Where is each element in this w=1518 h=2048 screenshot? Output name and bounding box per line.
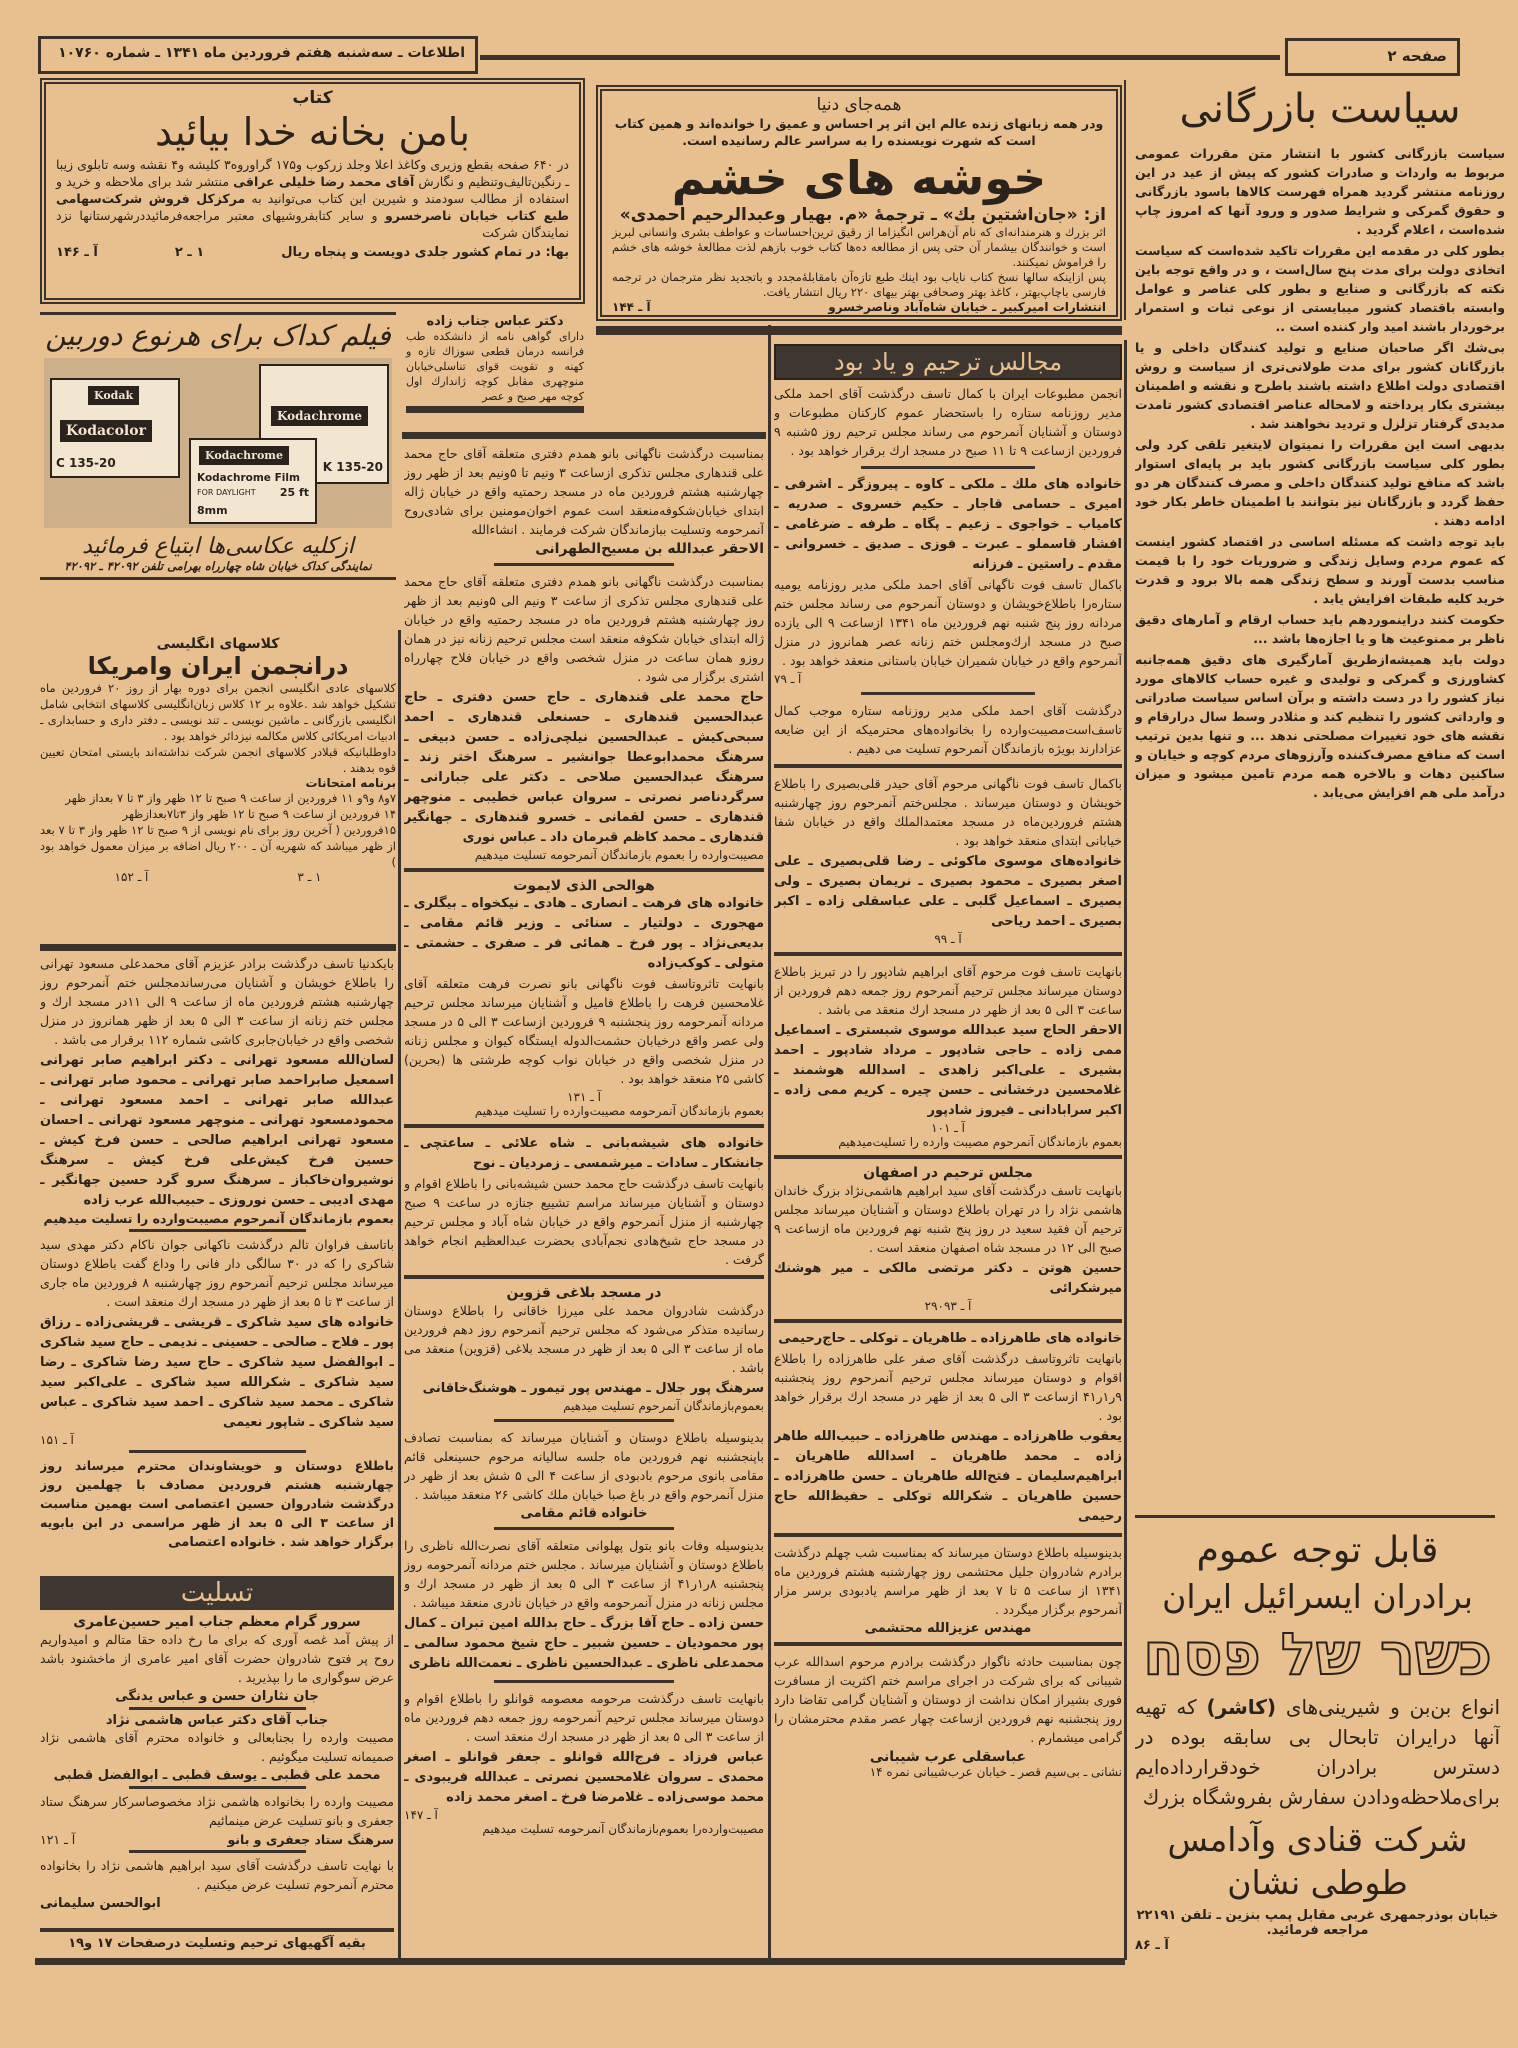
obituary-text: چون بمناسبت حادثه ناگوار درگذشت برادرم مرحوم اسدالله عرب شیبانی که برای شرکت در اجرای مراسم ختم اکثریت از مسافرت فوری بشیراز امکان نداشت از دوستان و آشنایان گرامی تقاضا دارد روز پنجشنبه نهم فروردین ازساعت چهار عصر مقدم محترمشان را گرامی میشمارم . [774,1654,1122,1745]
grapes-ad-body2: پس ازاینکه سالها نسخ کتاب نایاب بود اینك طبع تازه‌آن بامقابلهٔ‌مجدد و باتجدید نظر مترجمان در ترجمه فارسی باچاپ‌بهتر ، کاغذ بهتر وصحافی بهتر بیهای ۲۲۰ ریال انتشار یافت. [612,270,1106,299]
continued-note-box [40,1928,394,1958]
obituary-text: بانهایت تاثروتاسف درگذشت آقای صفر علی طاهرزاده را باطلاع اقوام و دوستان میرساند مجلس ترحیم آنمرحوم روز پنجشنبه ۹ر۱ر۴۱ ازساعت ۳ الی ۵ بعد از ظهر در مسجد ارك برقرار خواهد بود . [774,1351,1122,1423]
obituary-text: بانهایت تاسف درگذشت حاج محمد حسن شیشه‌بانی را باطلاع اقوام و دوستان و آشنایان میرساند مراسم تشییع جنازه در ساعت ۹ صبح چهارشنبه از منزل آنمرحوم واقع در خیابان شاه آباد و مجلس ترحیم در مسجد حاج شیخ‌هادی نجم‌آبادی بحضرت عبدالعظیم انجام خواهد گرفت . [404,1176,764,1267]
kosher-ad-kashr: (کاشر) [1206,1695,1277,1719]
continued-note: بقیه آگهیهای ترحیم وتسلیت درصفحات ۱۷ و۱۹ [68,1936,366,1951]
editorial-paragraph: بدیهی است این مقررات را نمیتوان لایتغیر تلقی کرد ولی بطور کلی سیاست بازرگانی کشور باید بر پایه‌ای استوار باشد که منافع تولید کنندگان داخلی و مصرف کنندگان هر دو حفظ گردد و بازرگانان نیز بتوانند با اطمینان خاطر بکار خود ادامه دهند . [1135,437,1505,528]
obituary-text: بانهایت تاسف درگذشت مرحومه معصومه قوانلو را باطلاع اقوام و دوستان میرساند مجلس ترحیم آنمرحومه روز جمعه دهم فروردین ماه از ساعت ۳ الی ۵ بعد از ظهر در مسجد ارك منعقد است . [404,1691,764,1744]
obituary-text: بدینوسیله باطلاع دوستان میرساند که بمناسبت شب چهلم درگذشت برادرم شادروان جلیل محتشمی روز چهارشنبه هشتم فروردین ماه ۱۳۴۱ از ساعت ۵ تا ۷ بعد از ظهر مراسم یادبودی برسر مزار آنمرحوم برگزار میگردد . [774,1545,1122,1617]
film-gauge: 8mm [197,504,228,517]
kosher-ad-subtitle: برادران ایسرائیل ایران [1162,1577,1473,1616]
obituary-code: آ ـ ۹۹ [934,932,962,946]
kosher-ad-company: شرکت قنادی وآدامس [1167,1820,1468,1859]
doctor-ad-body: دارای گواهی نامه از دانشکده طب فرانسه درمان قطعی سوزاك تازه و کهنه و تقویت قوای تناسلی‌خیابان منوچهری مقابل کوچه ژاندارك اول کوچه مهر صبح و عصر [406,330,584,403]
obituary-names: خانواده‌های موسوی ماکوئی ـ رضا قلی‌بصیری ـ علی اصغر بصیری ـ محمود بصیری ـ نریمان بصیری ـ ولی بصیری ـ اسماعیل گلبی ـ علی عباسقلی زاده ـ اکبر بصیری ـ احمد ریاحی [774,854,1122,929]
book-ad-title: بامن بخانه خدا بیائید [155,110,470,154]
footer-rule [35,1958,1125,1965]
english-ad-body: کلاسهای عادی انگلیسی انجمن برای دوره بهار از روز ۲۰ فروردین ماه تشکیل خواهد شد .علاوه بر ۱۲ کلاس زبان‌انگلیسی کلاسهای انتخابی شامل انگلیسی بازرگانی ـ ماشین نویسی ـ تند نویسی ـ دفتر داری و حسابداری ـ ادبیات امریکائی کلاس مکالمه نیزدائر خواهد بود . [40,681,396,743]
kodak-ad-cta: ازکلیه عکاسی‌ها ابتیاع فرمائید [82,534,354,559]
obituary-address: نشانی ـ بی‌سیم قصر ـ خیابان عرب‌شیبانی نمره ۱۴ [869,1765,1122,1779]
kodachrome-label: Kodachrome [199,446,289,465]
editorial-paragraph: باید توجه داشت که مسئله اساسی در اقتصاد کشور اینست که عموم مردم وسایل زندگی و ضروریات خود را با قیمت مناسب بدست آورند و سطح زندگی همه بالا برود و قدرت خرید کلیه طبقات افزایش یابد . [1135,534,1505,606]
doctor-ad [402,312,588,440]
section-rule [402,432,766,439]
kodachrome-film-box [189,438,317,524]
kosher-ad-body2: که تهیه آنها درایران تابحال بی سابقه بوده در دسترس برادران خودقرارداده‌ایم برای‌ملاحظه‌ودادن سفارش بفروشگاه بزرك [1135,1695,1500,1809]
page-number-box [1285,38,1460,76]
section-rule [40,944,396,951]
condolence-signature: محمد علی قطبی ـ یوسف قطبی ـ ابوالفضل قطبی [53,1768,381,1783]
grapes-ad-byline: از: «جان‌اشتین بك» ـ ترجمهٔ «م. بهیار وعبدالرحیم احمدی» [619,205,1106,225]
obituary-text: بمناسبت درگذشت ناگهانی بانو همدم دفتری متعلقه آقای حاج محمد علی قندهاری مجلس تذکری از ساعت ۳ ونیم الی ۵ونیم بعد از ظهر روز چهارشنبه هشتم فروردین ماه در مسجد رحمتیه واقع در خیابان ژاله ابتدای خیابان شکوفه منعقد است مجلس ترحیم زنانه نیز در همان روزو همان ساعت در منزل شخصی واقع در خیابان فلاح چهارراه اشتری برگزار می شود . [404,574,764,684]
obituary-code: آ ـ ۲۹۰۹۳ [924,1299,972,1313]
film-length: 25 ft [279,486,309,499]
obituary-text: بایکدنیا تاسف درگذشت برادر عزیزم آقای محمدعلی مسعود تهرانی را باطلاع خویشان و آشنایان می‌رساندمجلس ختم آنمرحوم روز چهارشنبه هشتم فروردین ماه از ساعت ۹ الی ۱۱در مسجد ارك و مجلس ختم زنانه از ساعت ۳ الی ۵ بعد از ظهر همانروز در منزل شخصی واقع در خیابان‌جابری کاشی شماره ۱۱۲ برقرار می باشد . [40,956,394,1047]
masthead-date: اطلاعات ـ سه‌شنبه هفتم فروردین ماه ۱۳۴۱ ـ شماره ۱۰۷۶۰ [58,45,465,61]
obituary-footer: بعموم بازماندگان آنمرحوم مصیبت‌وارده را تسلیت میدهیم [43,1211,394,1226]
kodak-ad-headline: فیلم کداک برای هرنوع دوربین [45,319,391,352]
english-ad-series: ۱ ـ ۳ [297,870,322,884]
editorial-paragraph: سیاست بازرگانی کشور با انتشار متن مقررات عمومی مربوط به واردات و صادرات کشور که پیش از عید در این روزنامه منتشر گردید همراه فهرست کالاها باسود بازرگانی و حقوق گمرکی و شرایط صدور و ورود آنها که امروز چاپ شده‌است ، اعلام گردید . [1135,146,1505,237]
obituary-names: خانواده های شیشه‌بانی ـ شاه علائی ـ ساعتچی ـ جانشکار ـ سادات ـ میرشمسی ـ زمردیان ـ نوح [404,1136,764,1171]
obituary-names: عباس فرزاد ـ فرج‌الله قوانلو ـ جعفر قوانلو ـ اصغر محمدی ـ سروان غلامحسین نصرتی ـ عبدالله فریبودی ـ محمد موسی‌زاده ـ غلامرضا فرخ ـ اصغر محمد زاده [404,1750,764,1805]
obituary-heading: خانواده قائم مقامی [520,1506,648,1521]
obituary-text: بانهایت تاسف فوت مرحوم آقای ابراهیم شادپور را در تبریز باطلاع دوستان میرساند مجلس ترحیم آنمرحوم روز جمعه دهم فروردین از ساعت ۳ الی ۵ بعد از ظهر در مسجد ارك منعقد می باشد . [774,964,1122,1017]
obituary-text: بانهایت تاثروتاسف فوت ناگهانی بانو نصرت فرهت متعلقه آقای غلامحسین فرهت را باطلاع فامیل و آشنایان میرساند مجلس ترحیم مردانه آنمرحومه روز پنجشنبه ۹ فروردین ازساعت ۳ الی ۵ در مسجد ولی عصر واقع درخیابان حشمت‌الدوله ایستگاه کیوان و مجلس زنانه در منزل شخصی واقع در خیابان نواب کوچه طرشتی ها (بحرین) کاشی ۲۵ منعقد خواهد بود . [404,976,764,1086]
schedule-item: ۷و۸ و۹و ۱۱ فروردین از ساعت ۹ صبح تا ۱۲ ظهر واز ۳ تا ۷ بعداز ظهر [65,791,396,805]
obituary-text: بانهایت تاسف درگذشت آقای سید ابراهیم هاشمی‌نژاد بزرگ خاندان هاشمی نژاد را در تهران باطلاع دوستان و آشنایان میرساند مجلس ترحیم آن فقید سعید در روز پنج شنبه نهم فروردین ماه ازساعت ۹ صبح الی ۱۲ در مسجد شاه اصفهان منعقد است . [774,1183,1122,1255]
obituary-footer: بعموم بازماندگان آنمرحومه مصیبت‌وارده را تسلیت میدهیم [474,1104,764,1118]
condolence-header: تسلیت [40,1576,394,1610]
book-ad [40,78,585,304]
condolence-signature: سرهنگ ستاد جعفری و بانو [227,1832,394,1847]
obituary-names: الاحقر الحاج سید عبدالله موسوی شبستری ـ اسماعیل ممی زاده ـ حاجی شادپور ـ مرداد شادپور ـ احمد بشیری ـ علی‌اکبر زاهدی ـ اسدالله هوشمند ـ غلامحسین درخشانی ـ حسن چیره ـ کریم ممی زاده ـ اکبر سرابادانی ـ فیروز شادپور [774,1023,1122,1118]
kodak-ad-agent: نمایندگی کداک خیابان شاه چهارراه بهرامی تلفن ۴۲۰۹۲ ـ ۴۲۰۹۲ [64,559,372,573]
obituary-footer: بعموم بازماندگان آنمرحوم مصیبت وارده را تسلیت‌میدهیم [838,1135,1122,1149]
obituary-names: یعقوب طاهرزاده ـ مهندس طاهرزاده ـ حبیب‌الله طاهر زاده ـ محمد طاهریان ـ اسدالله طاهریان ـ ابراهیم‌سلیمان ـ فتح‌الله طاهریان ـ حسن طاهرزاده ـ حسین طاهریان ـ شکرالله توکلی ـ حفیظ‌الله حاج رحیمی [774,1429,1122,1524]
condolence-text: مصیبت وارده را بخانواده هاشمی نژاد مخصوصاسرکار سرهنگ ستاد جعفری و بانو تسلیت عرض مینمائیم [40,1794,394,1828]
obituary-names: خانواده اعتصامی [168,1535,277,1550]
grapes-ad-kicker: همه‌جای دنیا [816,95,902,115]
section-rule [596,326,1122,335]
obituary-names: حسن زاده ـ حاج آقا بزرگ ـ حاج بدالله امین تبران ـ کمال پور محمودیان ـ حسین شبیر ـ حاج شیخ محمود سالمی ـ محمدعلی ناظری ـ عبدالحسین ناظری ـ نعمت‌الله ناظری [404,1616,764,1671]
obituary-code: آ ـ ۱۳۱ [567,1090,601,1104]
book-ad-code: آ ـ ۱۴۶ [56,245,98,260]
obituary-text: باطلاع دوستان و خویشاوندان محترم میرساند روز چهارشنبه هشتم فروردین مصادف با چهلمین روز درگذشت شادروان حسین اعتصامی است بهمین مناسبت از ساعت ۳ الی ۵ بعد از ظهر مراسمی در ابن بابویه برگزار خواهد شد . [40,1458,394,1549]
obituary-names: مهندس عزیزالله محتشمی [864,1621,1032,1636]
kosher-ad-body: انواع بن‌بن و شیرینی‌های [1285,1695,1500,1719]
obituary-text: درگذشت شادروان محمد علی میرزا خاقانی را باطلاع دوستان رسانیده متذکر می‌شود که مجلس ترحیم آنمرحوم روز دهم فروردین ماه از ساعت ۳ الی ۵ بعد از ظهر در مسجد بلاغی (قزوین) منعقد می باشد . [404,1303,764,1375]
grapes-ad-code: آ ـ ۱۴۴ [612,300,651,314]
obituary-signature: الاحقر عبدالله بن مسیح‌الطهرانی [535,541,764,557]
book-ad-body2: منتشر شد برای ملاحظه و خرید و استفاده از مطالب سودمند و شیرین این کتاب می‌توانید به [56,174,569,206]
editorial-paragraph: حکومت کنند دراینموردهم باید حساب ارقام و آمارهای دقیق ناظر بر ممنوعیت ها و یا اجازه‌ها باشد ... [1135,612,1505,646]
condolence-text: از پیش آمد غصه آوری که برای ما رخ داده حقا متالم و امیدواریم روح پر فتوح شادروان حضرت آقای امیر عامری از ماخشنود باشد عرض سوگواری ما را بپذیرید . [40,1632,394,1685]
obituary-text: بدینوسیله وفات بانو بتول پهلوانی متعلقه آقای نصرت‌الله ناظری را باطلاع دوستان و آشنایان میرساند . مجلس ختم مردانه آنمرحومه روز پنجشنبه ۸ر۱ر۴۱ از ساعت ۳ الی ۵ بعد از ظهر در مسجد ارك و مجلس زنانه در منزل آنمرحومه واقع در خیابان نادری منعقد میباشد . [404,1538,764,1610]
daylight-label: FOR DAYLIGHT [197,488,256,497]
column-rule [1124,80,1126,320]
obituary-names: خانواده های طاهرزاده ـ طاهریان ـ توکلی ـ حاج‌رحیمی [778,1331,1122,1346]
kodacolor-box [50,378,180,478]
kodak-boxes-image [44,358,392,528]
column-2-notices [774,340,1122,1954]
memorial-section-header: مجالس ترحیم و یاد بود [774,344,1122,380]
condolence-section [40,1572,394,1928]
obituary-heading: هوالحی الذی لایموت [513,878,655,894]
doctor-name: دکتر عباس جناب زاده [426,314,564,329]
obituary-names: سرهنگ پور جلال ـ مهندس پور تیمور ـ هوشنگ‌خاقانی [422,1381,764,1396]
book-ad-price: بها: در تمام کشور جلدی دویست و پنجاه ریال [281,245,569,260]
column-rule [398,630,401,1960]
condolence-text: با نهایت تاسف درگذشت آقای سید ابراهیم هاشمی نژاد را بخانواده محترم آنمرحوم تسلیت عرض میکنیم . [40,1858,394,1892]
english-classes-ad [40,636,396,948]
section-rule [1135,1515,1495,1518]
condolence-code: آ ـ ۱۲۱ [40,1832,76,1847]
kodachrome-film-label: Kodachrome Film [197,472,300,484]
english-ad-code: آ ـ ۱۵۲ [114,870,149,884]
kosher-ad-code: آ ـ ۸۶ [1135,1938,1169,1950]
book-ad-body: در ۶۴۰ صفحه بقطع وزیری وکاغذ اعلا وجلد زرکوب و۱۷۵ گراوروه۳ کلیشه و۴ نقشه وسه تابلوی زیبا ـ رنگین‌تالیف‌وتنظیم و نگارش [56,157,569,189]
obituary-footer: بعموم‌بازماندگان آنمرحوم تسلیت میدهیم [563,1399,764,1413]
obituary-text: درگذشت آقای احمد ملکی مدیر روزنامه ستاره موجب کمال تاسف‌است‌مصیبت‌وارده را بخانواده‌های محترمیکه از این ضایعه عزادارند بویژه بازماندگان آنمرحوم تسلیت می دهیم . [774,703,1122,756]
kosher-ad-brand: طوطی نشان [1227,1863,1408,1902]
column-3-notices [404,444,764,1954]
obituary-names: خانواده های فرهت ـ انصاری ـ هادی ـ نیکخواه ـ بیگلری ـ مهجوری ـ دولتیار ـ سنائی ـ وزیر قائم مقامی ـ بدیعی‌نژاد ـ پور فرخ ـ همائی فر ـ صفری ـ حشمتی ـ متولی ـ کوکب‌زاده [404,896,764,971]
obituary-names: خانواده های سید شاکری ـ قریشی ـ قریشی‌زاده ـ رزاق پور ـ فلاح ـ صالحی ـ حسینی ـ ندیمی ـ حاج سید شاکری ـ ابوالفضل سید شاکری ـ حاج سید رضا شاکری ـ رضا سید شاکری ـ شکرالله سید شاکری ـ علی‌اکبر سید شاکری ـ محمد سید شاکری ـ احمد سید شاکری ـ عباس سید شاکری ـ شاپور نعیمی [40,1315,394,1430]
obituary-names: حاج محمد علی قندهاری ـ حاج حسن دفتری ـ حاج عبدالحسین قندهاری ـ حسنعلی قندهاری ـ احمد سبحی‌کیش ـ عبدالحسین نیلچی‌زاده ـ حسن دبیغی ـ سرهنگ محمدابوعطا جوانشیر ـ سرهنگ اختر زند ـ سرهنگ عبدالحسین صلاحی ـ دکتر علی جبارانی ـ سرگردناصر نصرتی ـ سروان عباس خطیبی ـ منوچهر قندهاری ـ حسن لقمانی ـ خسرو قندهاری ـ جهانگیر قندهاری ـ محمد کاظم قبرمان داد ـ عباس نوری [404,690,764,845]
condolence-recipient: سرور گرام معظم جناب امیر حسین‌عامری [73,1614,361,1630]
column-4-notices [40,954,394,1570]
obituary-code: آ ـ ۱۵۱ [40,1433,74,1447]
grapes-ad-title: خوشه های خشم [671,151,1047,205]
obituary-code: آ ـ ۷۹ [774,672,802,686]
obituary-heading: در مسجد بلاغی قزوین [506,1285,662,1301]
grapes-ad-intro: ودر همه زبانهای زنده عالم این اثر پر احساس و عمیق را خوانده‌اند و همین کتاب است که شهرت نویسنده را به سراسر عالم رسانیده است. [614,116,1104,148]
obituary-footer: مصیبت‌وارده را بعموم بازماندگان آنمرحومه تسلیت میدهیم [474,848,764,862]
obituary-text: باکمال تاسف فوت ناگهانی آقای احمد ملکی مدیر روزنامه یومیه ستاره‌را باطلاع‌خویشان و دوستان آنمرحوم می رساند مجلس ختم مردانه روز پنج شنبه نهم فروردین ماه ۱۳۴۱ ازساعت ۹ الی یازده صبح در مسجد ارك‌ومجلس ختم زنانه عصر همانروز در منزل آنمرحوم واقع در خیابان شمیران خیابان باستانی منعقد خواهد بود . [774,577,1122,668]
schedule-item: ۱۴ فروردین از ساعت ۹ صبح تا ۱۲ ظهر واز ۳تا۷بعدازظهر [122,807,396,821]
masthead-rule [480,55,1280,60]
editorial-paragraph: بطور کلی در مقدمه این مقررات تاکید شده‌است که سیاست اتخاذی دولت برای مدت پنج سال‌است ، و در واقع توجه باین نکته که بازرگانی و صنایع و بطور کلی عناصر و عوامل وابسته باقتصاد کشور میبایستی از نوعی ثبات و استمرار برخوردار باشند امید وار کننده است .. [1135,243,1505,334]
editorial-title: سیاست بازرگانی [1179,86,1461,132]
obituary-heading: مجلس ترحیم در اصفهان [863,1165,1033,1181]
condolence-text: مصیبت وارده را بجنابعالی و خانواده محترم آقای هاشمی نژاد صمیمانه تسلیت میگوئیم . [40,1730,394,1764]
schedule-item: ۱۵فروردین ( آخرین روز برای نام نویسی از ۹ صبح تا ۱۲ ظهر واز ۳ تا ۷ بعد از ظهر میباشد که شهریه آن ـ ۲۰۰ ریال اضافه بر میزان معمول خواهد بود ) [40,823,396,869]
obituary-code: آ ـ ۱۰۱ [931,1121,965,1135]
page-number: صفحه ۲ [1387,47,1447,65]
book-ad-kicker: کتاب [292,88,333,108]
condolence-recipient: جناب آقای دکتر عباس هاشمی نژاد [105,1713,329,1728]
obituary-footer: مصیبت‌وارده‌را بعموم‌بازماندگان آنمرحومه تسلیت میدهیم [482,1822,764,1836]
kosher-sweets-ad [1135,1530,1500,1950]
obituary-names: حسین هوتن ـ دکتر مرتضی مالکی ـ میر هوشنك میرشکرائی [774,1261,1122,1296]
column-rule [1124,340,1127,1960]
kodak-logo: Kodak [88,386,139,405]
book-ad-seller: مرکزکل فروش شرکت‌سهامی طبع کتاب خیابان ناصرخسرو [56,191,569,223]
kodachrome-code: K 135-20 [322,460,383,474]
book-ad-series: ۱ ـ ۲ [174,245,205,260]
kosher-ad-address: خیابان بوذرجمهری غربی مقابل پمپ بنزین ـ تلفن ۲۲۱۹۱ مراجعه فرمائید. [1136,1908,1499,1938]
obituary-text: باکمال تاسف فوت ناگهانی مرحوم آقای حیدر قلی‌بصیری را باطلاع خویشان و دوستان میرساند . مجلس‌ختم آنمرحوم روز چهارشنبه هشتم فروردین‌ماه در مسجد معتمدالملك واقع در خیابان شفا خیابانی ابتدای منعقد خواهد بود . [774,776,1122,848]
obituary-signature: عباسقلی عرب شیبانی [869,1749,1027,1765]
grapes-of-wrath-ad [596,85,1122,321]
kodachrome-label: Kodachrome [271,406,368,426]
masthead-date-box [38,36,478,74]
obituary-text: باتاسف فراوان تالم درگذشت ناکهانی جوان ناکام دکتر مهدی سید شاکری را که در ۳۰ سالگی دار فانی را وداع گفت باطلاع دوستان میرساند مجلس ترحیم آنمرحوم روز چهارشنبه ۸ فروردین ماه جاری از ساعت ۳ تا ۵ بعد از ظهر در مسجد ارك منعقد است . [40,1237,394,1309]
english-ad-kicker: کلاسهای انگلیسی [156,636,280,652]
kosher-ad-title: قابل توجه عموم [1196,1530,1439,1571]
editorial-paragraph: دولت باید همیشه‌ازطریق آمارگیری های دقیق همه‌جانبه کشاورزی و گمرکی و تولیدی و غیره حساب کالاهای مورد نیاز کشور را در دست داشته و برآن اساس سیاست صادراتی و وارداتی کشور را تنظیم کند و مثلادر وسط سال درارقام و نقشه های خود تغییرات مصلحتی ندهد ... و تنها بدین ترتیب است که منافع مصرف‌کننده وآرزوهای مردم کوچه و خیابان و ساکنین دهات و بالاخره همه مردم تامین میشود و میزان درآمد ملی هم افزایش می‌یابد . [1135,652,1505,800]
editorial-article [1135,80,1505,1370]
editorial-paragraph: بی‌شك اگر صاحبان صنایع و تولید کنندگان داخلی و یا بازرگانان کشور برای مدت طولانی‌تری از سیاست و روش اقتصادی دولت اطلاع داشته باشند باطرح و نقشه و اطمینان بیشتری بکار پرداخته و لامحاله عناصر اقتصادی کشور تامدت مدیدی گرفتار تزلزل و تردید نخواهند شد . [1135,340,1505,431]
obituary-names: خانواده های ملك ـ ملکی ـ کاوه ـ پیروزگر ـ اشرفی ـ امیری ـ حسامی قاجار ـ حکیم خسروی ـ صدریه ـ کامیاب ـ خواجوی ـ زعیم ـ پگاه ـ طرفه ـ ضرغامی ـ افشار قاسملو ـ عبرت ـ فوزی ـ صدیق ـ خسروانی ـ مقدم ـ راستین ـ فرزانه [774,477,1122,572]
book-ad-body3: و سایر کتابفروشیهای معتبر مراجعه‌فرمائیددرشهرستانها نزد نمایندگان شرکت [56,208,569,240]
grapes-ad-body: اثر بزرك و هنرمندانه‌ای که نام آن‌هراس انگیزاما از رقیق ترین‌احساسات و عواطف بشری وانسانی لبریز است و خوانندگان بیشمار آن حتی پس از مطالعه ده‌ها کتاب خوب بازهم لذت مطالعهٔ خوشه های خشم را فراموش نمیکنند. [612,225,1106,269]
obituary-text: انجمن مطبوعات ایران با کمال تاسف درگذشت آقای احمد ملکی مدیر روزنامه ستاره را باستحضار عموم کارکنان مطبوعات و دوستان و آشنایان آنمرحوم می رساند مجلس ترحیم روز ۵شنبه ۹ فروردین ازساعت ۹ تا ۱۱ صبح در مسجد ارك برقرار خواهد بود . [774,386,1122,458]
obituary-code: آ ـ ۱۴۷ [404,1808,438,1822]
kodacolor-label: Kodacolor [60,420,152,442]
english-ad-schedule-title: برنامه امتحانات [305,776,396,790]
obituary-text: بدینوسیله باطلاع دوستان و آشنایان میرساند که بمناسبت تصادف باپنجشنبه نهم فروردین ماه جلسه سالیانه مرحوم حسینعلی قائم مقامی بانوی مرحوم بادبودی از ساعت ۴ الی ۵ شش بعد از ظهر در منزل آنمرحوم واقع در باغ صبا خیابان ملك کاشی ۲۶ منعقد میباشد . [404,1430,764,1502]
grapes-ad-publisher: انتشارات امیرکبیر ـ خیابان شاه‌آباد وناصرخسرو [828,300,1106,314]
english-ad-body2: داوطلبانیکه قبلادر کلاسهای انجمن شرکت نداشته‌اند بایستی امتحان تعیین قوه بدهند . [40,745,396,775]
kodak-film-ad [40,312,396,630]
kodacolor-code: C 135-20 [56,456,116,470]
english-ad-title: درانجمن ایران وامریکا [87,652,349,680]
column-rule [768,325,771,1960]
book-ad-author: آقای محمد رضا خلیلی عراقی [233,174,415,189]
condolence-signature: جان نثاران حسن و عباس یدنگی [115,1689,319,1704]
kosher-hebrew-title: כשר של פסח [1143,1620,1492,1688]
condolence-signature: ابوالحسن سلیمانی [40,1896,161,1911]
obituary-text: بمناسبت درگذشت ناگهانی بانو همدم دفتری متعلقه آقای حاج محمد علی قندهاری مجلس تذکری ازساعت ۳ ونیم تا ۵ونیم بعد از ظهر روز چهارشنبه هشتم فروردین ماه در مسجد رحمتیه واقع در خیابان ژاله ابتدای خیابان‌شکوفه‌منعقد است عموم اخوان‌مومنین برای شادی‌روح آنمرحومه وتسلیت ببازماندگان شرکت فرمایند . انشاءالله [404,446,764,537]
obituary-names: لسان‌الله مسعود تهرانی ـ دکتر ابراهیم صابر تهرانی اسمعیل صابر‌احمد صابر تهرانی ـ محمود صابر تهرانی ـ عبدالله صابر تهرانی ـ احمد مسعود تهرانی ـ محمودمسعود تهرانی ـ منوچهر مسعود تهرانی ـ احسان مسعود تهرانی ابراهیم صالحی ـ حسن فرخ کیش ـ حسین فرخ کیش‌علی فرخ کیش ـ سرهنگ نوشیروان‌خاکباز ـ سرهنگ سرو گرد حسین جهانگیر ـ مهدی ادیبی ـ حسن نوروزی ـ حبیب‌الله عرب زاده [40,1053,394,1208]
